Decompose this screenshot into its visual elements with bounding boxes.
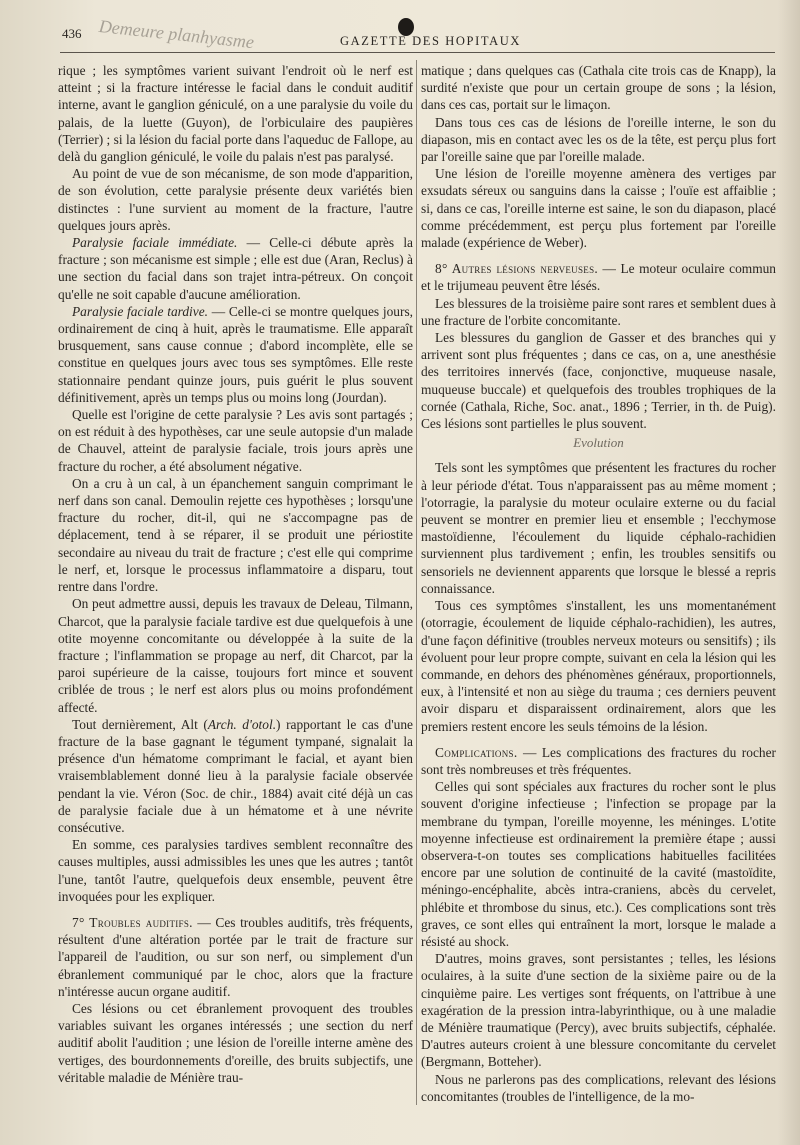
paragraph-text: ) rapportant le cas d'une fracture de la base gagnant le tégument tympané, signalait la présence d'un hématome comprimant le facial, et ayant bien vraisemblablement donné lieu à la paralysie faciale observée pendant la vie. Véron (Soc. de chir., 1884) avait cité déjà un cas de paralysie faciale due à un hématome et à une névrite consécutive. [58, 716, 413, 835]
paragraph-text: On peut admettre aussi, depuis les travaux de Deleau, Tilmann, Charcot, que la paralysie faciale tardive est due quelquefois à une otite moyenne concomitante ou développée à la suite de la fracture ; l'inflammation se propage au nerf, dit Charcot, par la paroi supérieure de la caisse, toujours fort mince et souvent criblée de trous ; le nerf est alors plus ou moins profondément affecté. [58, 596, 413, 715]
left-column [58, 62, 413, 1086]
paragraph-text: — Celle-ci débute après la fracture ; son mécanisme est simple ; elle est due (Aran, Reclus) à une section du facial dans son trajet intra-pétreux. On conçoit qu'elle ne soit capable d'aucune amélioration. [58, 235, 413, 302]
paragraph-text: — Ces troubles auditifs, très fréquents, résultent d'une altération portée par le trait de fracture sur l'appareil de l'audition, ou sur son nerf, ou simplement d'un ébranlement communiqué par le choc, alors que la fracture n'intéresse aucun organe auditif. [58, 914, 413, 999]
handwritten-note: Demeure planhyasme [97, 16, 255, 53]
paragraph-text: Dans tous ces cas de lésions de l'oreille interne, le son du diapason, mis en contact avec les os de la tête, est perçu plus fort par l'oreille saine que par l'oreille malade. [421, 114, 776, 165]
paragraph-text: Les blessures du ganglion de Gasser et des branches qui y arrivent sont plus fréquentes ; dans ce cas, on a, une anesthésie des territoires innervés (face, conjonctive, muqueuse nasale, muqueuse buccale) et quelquefois des troubles trophiques de la cornée (Cathala, Riche, Soc. anat., 1896 ; Terrier, in th. de Puig). Ces lésions sont partielles le plus souvent. [421, 330, 776, 432]
paragraph [421, 459, 776, 597]
paragraph [58, 62, 413, 165]
paragraph [421, 597, 776, 735]
paragraph [58, 595, 413, 715]
paragraph [58, 406, 413, 475]
paragraph-text: D'autres, moins graves, sont persistantes ; telles, les lésions oculaires, à la suite d'une section de la sixième paire ou de la cinquième paire. Les vertiges sont fréquents, on l'attribue à une exagération de la pression intra-labyrinthique, ou à une maladie de Ménière traumatique (Percy), avec bruits subjectifs, céphalée. D'autres auteurs croient à une blessure concomitante du cervelet (Bergmann, Botteher). [421, 951, 776, 1070]
paragraph [421, 329, 776, 432]
paragraph [58, 234, 413, 303]
page-number: 436 [62, 26, 82, 41]
paragraph [421, 260, 776, 294]
page-edge-shadow [778, 0, 800, 1145]
journal-title: GAZETTE DES HOPITAUX [340, 34, 521, 48]
paragraph-text: Celles qui sont spéciales aux fractures du rocher sont le plus souvent d'origine infectieuse ; l'infection se propage par la membrane du tympan, l'oreille moyenne, les méninges. L'otite moyenne infectieuse est ordinairement la première étape ; aussi observera-t-on toutes ses complications habituelles facilitées encore par une solution de continuité de la cavité (mastoïdite, méningo-encéphalite, abcès intra-craniens, abcès du cervelet, phlébite et thrombose du sinus, etc.). Ces complications sont très graves, ce sont elles qui entraînent la mort, lorsque le malade a résisté au shock. [421, 779, 776, 949]
paragraph [421, 165, 776, 251]
paragraph-text: rique ; les symptômes varient suivant l'endroit où le nerf est atteint ; si la fracture intéresse le facial dans le conduit auditif interne, avant le ganglion géniculé, on a une paralysie du voile du palais, de la luette (Guyon), de l'orbiculaire des paupières (Terrier) ; si la lésion du facial porte dans l'aqueduc de Fallope, au delà du ganglion géniculé, le voile du palais n'est pas paralysé. [58, 63, 413, 165]
paragraph-text: Une lésion de l'oreille moyenne amènera des vertiges par exsudats séreux ou sanguins dans la caisse ; l'ouïe est affaiblie ; si, dans ce cas, l'oreille interne est saine, le son du diapason, placé comme précédemment, est perçu plus fortement par l'oreille malade (expérience de Weber). [421, 166, 776, 251]
section-heading: Complications. [435, 744, 518, 760]
paragraph [421, 950, 776, 1070]
paragraph [421, 114, 776, 166]
paragraph-text: Les blessures de la troisième paire sont rares et semblent dues à une fracture de l'orbite concomitante. [421, 295, 776, 328]
paragraph [58, 303, 413, 406]
journal-citation: Arch. d'otol. [207, 716, 277, 732]
paragraph-text: En somme, ces paralysies tardives semblent reconnaître des causes multiples, aussi admissibles les unes que les autres ; tantôt l'une, tantôt l'autre, quelquefois deux ensemble, peuvent être invoquées pour les expliquer. [58, 837, 413, 904]
paragraph-text: Tels sont les symptômes que présentent les fractures du rocher à leur période d'état. Tous n'apparaissent pas au même moment ; l'otorragie, la paralysie du moteur oculaire externe ou du facial peuvent se montrer en premier lieu et ensemble ; l'ecchymose mastoïdienne, l'écoulement du liquide céphalo-rachidien surviennent plus tardivement ; enfin, les troubles sensitifs ou sensoriels ne deviennent apparents que lorsque le blessé a repris connaissance. [421, 460, 776, 596]
paragraph [58, 1000, 413, 1086]
paragraph-text: Nous ne parlerons pas des complications, relevant des lésions concomitantes (troubles de l'intelligence, de la mo- [421, 1071, 776, 1104]
paragraph-text: Au point de vue de son mécanisme, de son mode d'apparition, de son évolution, cette paralysie présente deux variétés bien distinctes : l'une survient au moment de la fracture, l'autre quelques jours après. [58, 166, 413, 233]
paragraph-text: Quelle est l'origine de cette paralysie ? Les avis sont partagés ; on est réduit à des hypothèses, car une seule autopsie d'un malade de Chauvel, atteint de paralysie faciale, trois jours après une fracture du rocher, a été absolument négative. [58, 407, 413, 474]
paragraph [421, 744, 776, 778]
paragraph-text: — Les complications des fractures du rocher sont très nombreuses et très fréquentes. [421, 744, 776, 777]
paragraph [58, 914, 413, 1000]
paragraph [58, 475, 413, 595]
column-divider [416, 60, 417, 1105]
paragraph-lead: Paralysie faciale immédiate. [72, 235, 238, 251]
right-column [421, 62, 776, 1105]
paragraph [421, 778, 776, 950]
paragraph-text: On a cru à un cal, à un épanchement sanguin comprimant le nerf dans son canal. Demoulin rejette ces hypothèses ; lorsqu'une fracture du rocher, dit-il, qui ne s'accompagne pas de déplacement, tend à se réparer, il se produit une périostite secondaire au niveau du trait de fracture ; c'est elle qui comprime le nerf, et, lorsque le processus inflammatoire a disparu, tout rentre dans l'ordre. [58, 475, 413, 595]
paragraph [58, 165, 413, 234]
paragraph [421, 1071, 776, 1105]
paragraph [58, 716, 413, 836]
handwritten-annotation: Evolution [573, 435, 624, 451]
paragraph-text: Tous ces symptômes s'installent, les uns momentanément (otorragie, écoulement de liquide céphalo-rachidien), les autres, d'une façon définitive (troubles nerveux moteurs ou sensitifs) ; ils évoluent pour leur propre compte, suivant en cela la lésion qui les commande, en dehors des phénomènes généraux, proportionnels, eux, à l'intensité et non au siège du trauma ; ces derniers peuvent avoir disparu et disparaissent ordinairement, alors que les premiers restent encore les seuls témoins de la lésion. [421, 598, 776, 734]
paragraph-text: matique ; dans quelques cas (Cathala cite trois cas de Knapp), la surdité n'existe que pour un certain groupe de sons ; la lésion, dans ces cas, portait sur le limaçon. [421, 63, 776, 113]
section-heading: 7° Troubles auditifs. [72, 914, 193, 930]
paragraph [421, 62, 776, 114]
header-rule [60, 52, 775, 53]
paragraph-text: Ces lésions ou cet ébranlement provoquent des troubles variables suivant les organes intéressés ; une section du nerf auditif abolit l'audition ; une lésion de l'oreille interne amène des vertiges, des bourdonnements d'oreille, des bruits subjectifs, une véritable maladie de Ménière trau- [58, 1000, 413, 1085]
paragraph-lead-plain: Tout dernièrement, Alt ( [72, 716, 208, 732]
page-header [0, 14, 800, 54]
paragraph [58, 836, 413, 905]
paragraph-text: — Le moteur oculaire commun et le trijumeau peuvent être lésés. [421, 261, 777, 294]
paragraph-text: — Celle-ci se montre quelques jours, ordinairement de cinq à huit, après le traumatisme. Elle apparaît brusquement, sans cause connue ; d'abord incomplète, elle se constitue en quelques jours avec tous ses symptômes. Elle reste stationnaire pendant quinze jours, puis guérit le plus souvent définitivement, après un temps plus ou moins long (Jourdan). [58, 303, 414, 405]
paragraph-lead: Paralysie faciale tardive. [72, 303, 209, 319]
section-heading: 8° Autres lésions nerveuses. [435, 261, 599, 277]
paragraph [421, 295, 776, 329]
